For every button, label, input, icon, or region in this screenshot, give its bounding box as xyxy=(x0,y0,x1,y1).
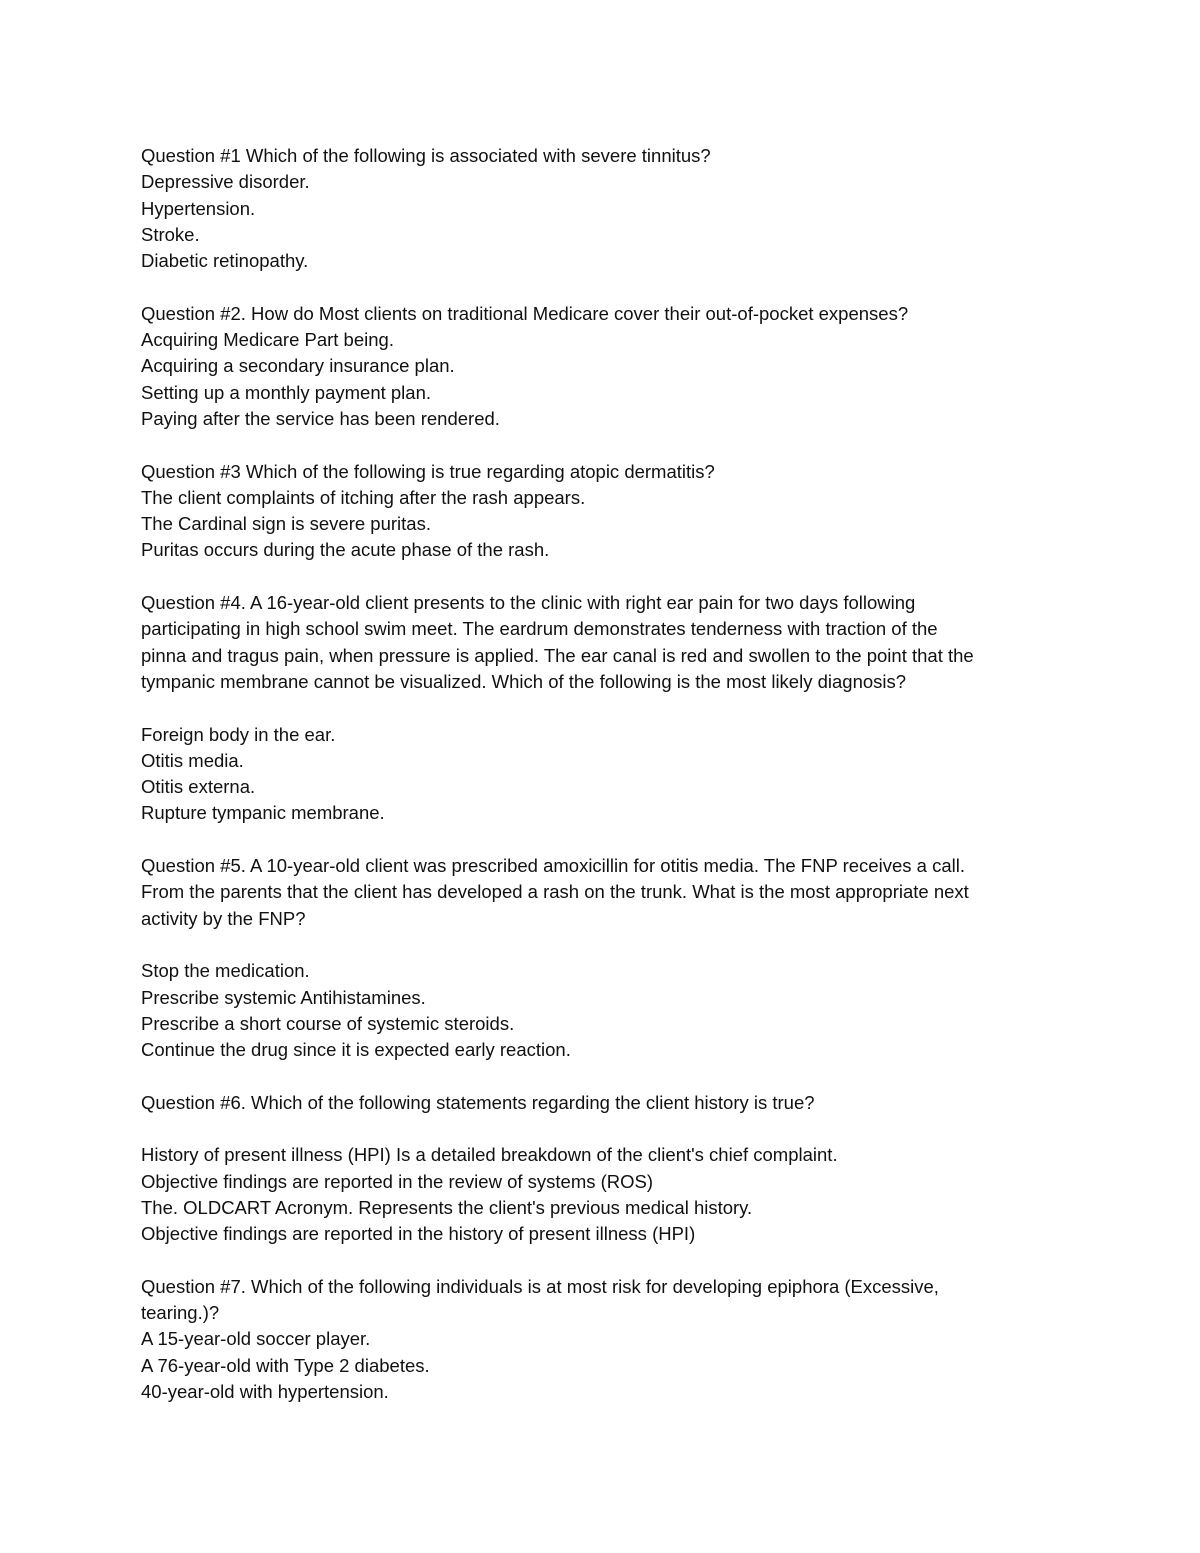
question-1-option-1: Depressive disorder. xyxy=(141,171,310,193)
question-7-option-3: 40-year-old with hypertension. xyxy=(141,1380,389,1402)
question-2-option-4: Paying after the service has been rendered. xyxy=(141,407,500,429)
question-5-option-3: Prescribe a short course of systemic steroids. xyxy=(141,1012,515,1034)
question-4-option-2: Otitis media. xyxy=(141,749,244,771)
question-1-option-3: Stroke. xyxy=(141,223,200,245)
question-4-prompt-line-3: pinna and tragus pain, when pressure is applied. The ear canal is red and swollen to the point that the xyxy=(141,644,974,666)
question-2-option-2: Acquiring a secondary insurance plan. xyxy=(141,355,455,377)
question-5-option-4: Continue the drug since it is expected early reaction. xyxy=(141,1039,571,1061)
question-4-option-4: Rupture tympanic membrane. xyxy=(141,802,385,824)
question-1-option-4: Diabetic retinopathy. xyxy=(141,250,309,272)
spacer xyxy=(141,1063,1051,1089)
spacer xyxy=(141,564,1051,590)
spacer xyxy=(141,695,1051,721)
question-6-option-1: History of present illness (HPI) Is a detailed breakdown of the client's chief complaint. xyxy=(141,1144,838,1166)
question-7-prompt-line-2: tearing.)? xyxy=(141,1302,220,1324)
question-6-option-4: Objective findings are reported in the history of present illness (HPI) xyxy=(141,1223,696,1245)
question-2-option-1: Acquiring Medicare Part being. xyxy=(141,329,394,351)
question-7-prompt-line-1: Question #7. Which of the following individuals is at most risk for developing epiphora (Excessive, xyxy=(141,1275,939,1297)
question-2-option-3: Setting up a monthly payment plan. xyxy=(141,381,432,403)
spacer xyxy=(141,432,1051,458)
question-7-option-1: A 15-year-old soccer player. xyxy=(141,1328,371,1350)
spacer xyxy=(141,932,1051,958)
document-body xyxy=(141,143,1051,1405)
spacer xyxy=(141,827,1051,853)
spacer xyxy=(141,274,1051,300)
question-5-prompt-line-2: From the parents that the client has developed a rash on the trunk. What is the most appropriate next xyxy=(141,881,969,903)
question-2-prompt: Question #2. How do Most clients on traditional Medicare cover their out-of-pocket expenses? xyxy=(141,302,909,324)
spacer xyxy=(141,1116,1051,1142)
question-6-option-2: Objective findings are reported in the review of systems (ROS) xyxy=(141,1170,654,1192)
question-5-option-1: Stop the medication. xyxy=(141,960,310,982)
question-4-prompt-line-1: Question #4. A 16-year-old client presents to the clinic with right ear pain for two days following xyxy=(141,592,916,614)
spacer xyxy=(141,1247,1051,1273)
question-1-prompt: Question #1 Which of the following is associated with severe tinnitus? xyxy=(141,145,711,166)
question-4-option-1: Foreign body in the ear. xyxy=(141,723,336,745)
question-3-option-1: The client complaints of itching after the rash appears. xyxy=(141,486,586,508)
question-3-prompt: Question #3 Which of the following is true regarding atopic dermatitis? xyxy=(141,460,715,482)
question-1-option-2: Hypertension. xyxy=(141,197,256,219)
question-4-prompt-line-4: tympanic membrane cannot be visualized. Which of the following is the most likely diagnosis? xyxy=(141,670,907,692)
question-4-prompt-line-2: participating in high school swim meet. The eardrum demonstrates tenderness with traction of the xyxy=(141,618,938,640)
question-7-option-2: A 76-year-old with Type 2 diabetes. xyxy=(141,1354,430,1376)
question-6-prompt: Question #6. Which of the following statements regarding the client history is true? xyxy=(141,1091,815,1113)
question-5-prompt-line-1: Question #5. A 10-year-old client was prescribed amoxicillin for otitis media. The FNP receives a call. xyxy=(141,855,965,877)
question-5-prompt-line-3: activity by the FNP? xyxy=(141,907,306,929)
question-6-option-3: The. OLDCART Acronym. Represents the client's previous medical history. xyxy=(141,1196,753,1218)
question-5-option-2: Prescribe systemic Antihistamines. xyxy=(141,986,426,1008)
question-4-option-3: Otitis externa. xyxy=(141,776,256,798)
question-3-option-3: Puritas occurs during the acute phase of the rash. xyxy=(141,539,550,561)
question-3-option-2: The Cardinal sign is severe puritas. xyxy=(141,513,431,535)
